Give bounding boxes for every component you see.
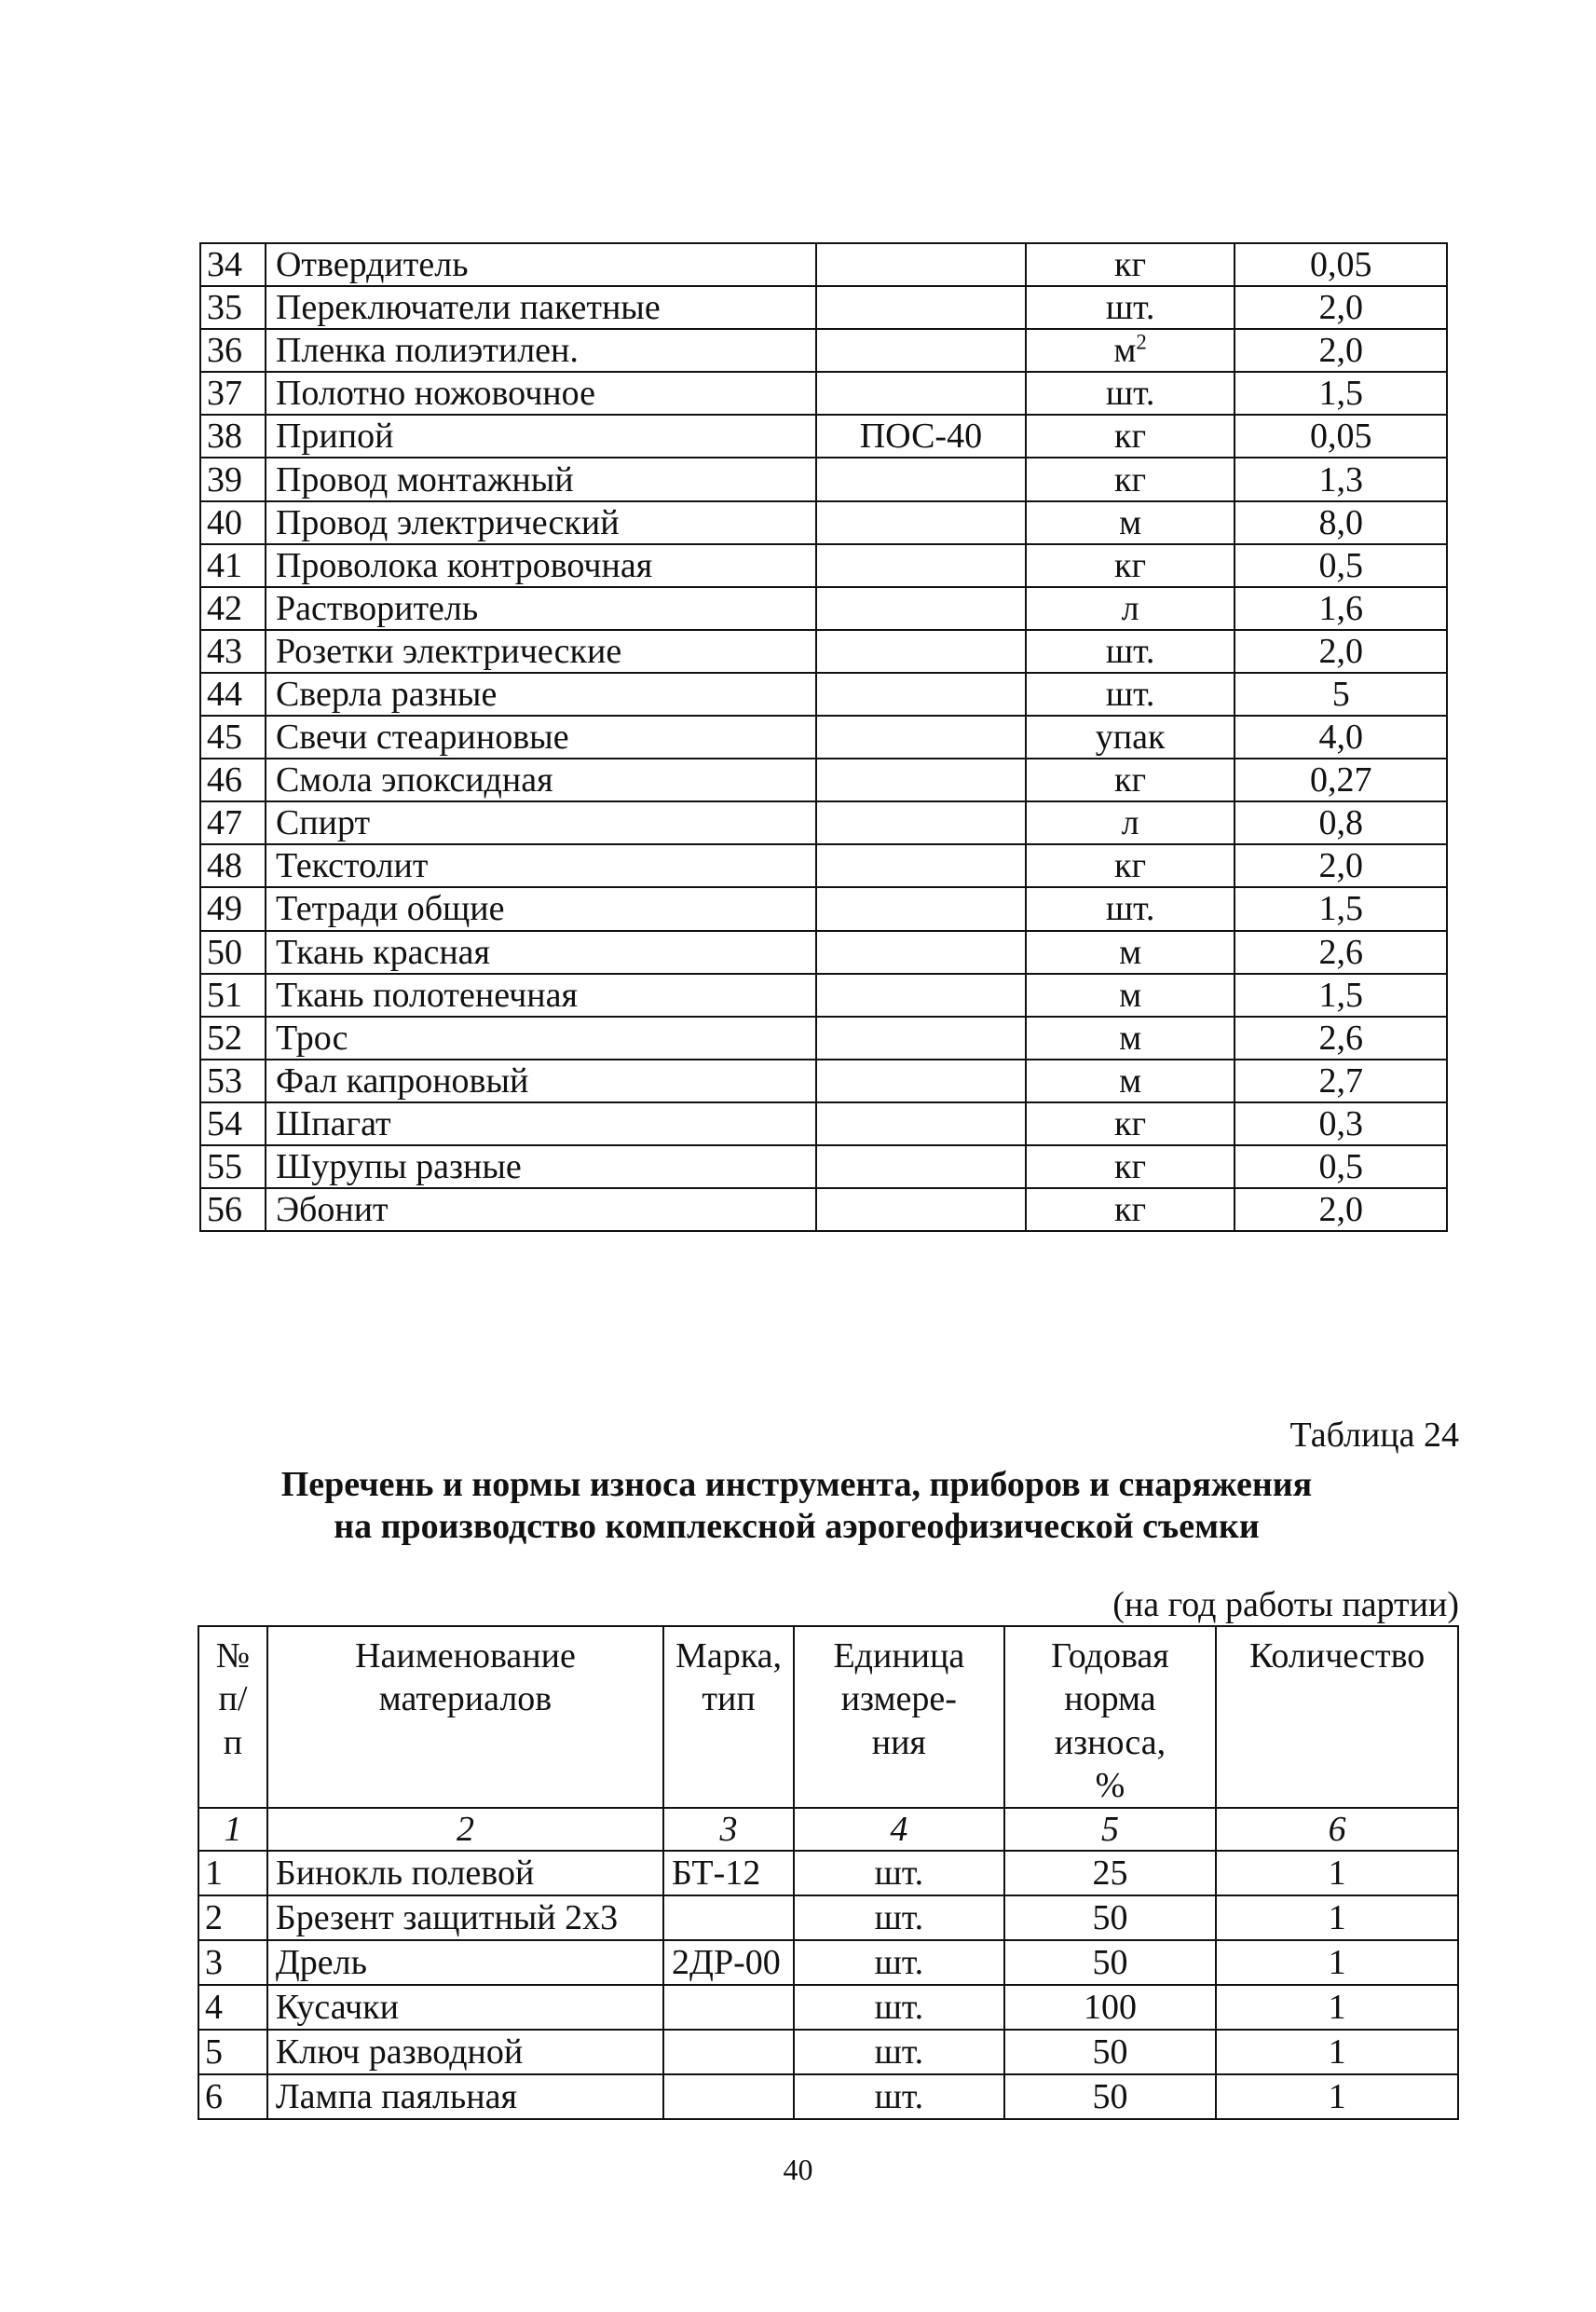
material-brand	[816, 759, 1026, 801]
table-row	[200, 544, 1447, 587]
row-number: 43	[200, 630, 266, 673]
unit-of-measure	[1026, 801, 1235, 844]
material-brand	[816, 329, 1026, 372]
row-number: 42	[200, 587, 266, 630]
material-name: Провод электрический	[266, 501, 816, 544]
unit-of-measure: шт.	[794, 1985, 1004, 2030]
material-name: Проволока контровочная	[266, 544, 816, 587]
unit-text: шт.	[1105, 674, 1155, 714]
material-brand	[816, 1102, 1026, 1145]
unit-text: кг	[1114, 846, 1147, 886]
material-brand: ПОС-40	[816, 415, 1026, 458]
material-brand	[816, 458, 1026, 500]
quantity: 0,05	[1235, 415, 1447, 458]
table-row	[200, 329, 1447, 372]
table-header-row	[198, 1626, 1458, 1808]
quantity: 0,5	[1235, 544, 1447, 587]
material-name: Сверла разные	[266, 673, 816, 716]
unit-text: кг	[1114, 417, 1147, 457]
material-brand	[816, 243, 1026, 286]
table-row	[200, 1145, 1447, 1188]
material-brand	[816, 286, 1026, 329]
column-index: 4	[794, 1808, 1004, 1851]
material-name: Шурупы разные	[266, 1145, 816, 1188]
unit-text: шт.	[1105, 631, 1155, 671]
row-number: 3	[198, 1940, 267, 1985]
unit-text: кг	[1114, 1147, 1147, 1187]
table-row	[200, 716, 1447, 759]
instruments-wear-table	[198, 1625, 1459, 2120]
material-brand	[816, 544, 1026, 587]
unit-text: м	[1119, 932, 1142, 972]
material-name: Припой	[266, 415, 816, 458]
row-number: 41	[200, 544, 266, 587]
unit-of-measure	[1026, 243, 1235, 286]
material-name: Смола эпоксидная	[266, 759, 816, 801]
unit-of-measure	[1026, 587, 1235, 630]
material-name: Ткань полотенечная	[266, 974, 816, 1017]
material-brand	[816, 974, 1026, 1017]
unit-of-measure	[1026, 372, 1235, 415]
unit-text: м	[1119, 1060, 1142, 1101]
quantity: 0,5	[1235, 1145, 1447, 1188]
unit-of-measure	[1026, 544, 1235, 587]
unit-of-measure	[1026, 501, 1235, 544]
unit-text: шт.	[1105, 288, 1155, 328]
quantity: 2,6	[1235, 931, 1447, 974]
quantity: 1,5	[1235, 887, 1447, 930]
quantity: 4,0	[1235, 716, 1447, 759]
annual-wear-norm: 50	[1004, 1940, 1217, 1985]
quantity: 0,05	[1235, 243, 1447, 286]
column-index-row	[198, 1808, 1458, 1851]
table-row	[200, 844, 1447, 887]
table-row	[200, 801, 1447, 844]
row-number: 37	[200, 372, 266, 415]
table-row	[200, 286, 1447, 329]
quantity: 2,0	[1235, 1188, 1447, 1231]
table-title-line-2: на производство комплексной аэрогеофизической съемки	[334, 1507, 1260, 1546]
material-brand	[816, 372, 1026, 415]
table-row	[200, 1102, 1447, 1145]
quantity: 2,7	[1235, 1060, 1447, 1102]
table-row	[200, 974, 1447, 1017]
instrument-brand: БТ-12	[663, 1851, 794, 1895]
unit-of-measure	[1026, 415, 1235, 458]
instrument-name: Кусачки	[267, 1985, 663, 2030]
row-number: 39	[200, 458, 266, 500]
unit-text: шт.	[1105, 889, 1155, 929]
table-row	[200, 587, 1447, 630]
instrument-name: Бинокль полевой	[267, 1851, 663, 1895]
table-row	[200, 1188, 1447, 1231]
unit-of-measure	[1026, 1060, 1235, 1102]
quantity: 2,0	[1235, 329, 1447, 372]
quantity: 0,3	[1235, 1102, 1447, 1145]
material-brand	[816, 931, 1026, 974]
table-row	[200, 931, 1447, 974]
material-name: Отвердитель	[266, 243, 816, 286]
material-name: Полотно ножовочное	[266, 372, 816, 415]
quantity: 1,5	[1235, 974, 1447, 1017]
table-row	[198, 1940, 1458, 1985]
unit-of-measure	[1026, 974, 1235, 1017]
unit-of-measure: шт.	[794, 2030, 1004, 2074]
material-name: Спирт	[266, 801, 816, 844]
table-row	[200, 372, 1447, 415]
quantity: 2,0	[1235, 844, 1447, 887]
header-num: № п/ п	[198, 1626, 267, 1808]
unit-of-measure	[1026, 1017, 1235, 1060]
column-index: 5	[1004, 1808, 1217, 1851]
quantity: 0,8	[1235, 801, 1447, 844]
column-index: 2	[267, 1808, 663, 1851]
material-name: Тетради общие	[266, 887, 816, 930]
annual-wear-norm: 50	[1004, 2074, 1217, 2119]
quantity: 2,0	[1235, 630, 1447, 673]
quantity: 5	[1235, 673, 1447, 716]
unit-of-measure	[1026, 716, 1235, 759]
unit-text: м	[1119, 502, 1142, 542]
unit-of-measure	[1026, 887, 1235, 930]
header-norm: Годовая норма износа, %	[1004, 1626, 1217, 1808]
unit-of-measure: шт.	[794, 1895, 1004, 1940]
materials-table-continuation	[199, 242, 1448, 1232]
material-name: Шпагат	[266, 1102, 816, 1145]
row-number: 35	[200, 286, 266, 329]
unit-of-measure	[1026, 286, 1235, 329]
materials-table-body	[200, 243, 1447, 1231]
table-label: Таблица 24	[1289, 1416, 1459, 1455]
quantity: 1	[1216, 1851, 1458, 1895]
material-brand	[816, 630, 1026, 673]
material-brand	[816, 1188, 1026, 1231]
instrument-brand	[663, 1895, 794, 1940]
material-name: Фал капроновый	[266, 1060, 816, 1102]
material-name: Текстолит	[266, 844, 816, 887]
unit-text: м	[1119, 975, 1142, 1015]
quantity: 1,6	[1235, 587, 1447, 630]
material-name: Эбонит	[266, 1188, 816, 1231]
instrument-brand: 2ДР-00	[663, 1940, 794, 1985]
instrument-brand	[663, 1985, 794, 2030]
material-name: Провод монтажный	[266, 458, 816, 500]
unit-text: кг	[1114, 1103, 1147, 1143]
unit-text: упак	[1095, 718, 1166, 758]
row-number: 48	[200, 844, 266, 887]
material-brand	[816, 501, 1026, 544]
material-brand	[816, 801, 1026, 844]
column-index: 1	[198, 1808, 267, 1851]
row-number: 40	[200, 501, 266, 544]
quantity: 1,5	[1235, 372, 1447, 415]
unit-text: л	[1121, 803, 1139, 843]
annual-wear-norm: 25	[1004, 1851, 1217, 1895]
table-row	[200, 243, 1447, 286]
row-number: 56	[200, 1188, 266, 1231]
quantity: 0,27	[1235, 759, 1447, 801]
row-number: 1	[198, 1851, 267, 1895]
annual-wear-norm: 100	[1004, 1985, 1217, 2030]
annual-wear-norm: 50	[1004, 1895, 1217, 1940]
row-number: 55	[200, 1145, 266, 1188]
row-number: 49	[200, 887, 266, 930]
quantity: 1	[1216, 1985, 1458, 2030]
row-number: 4	[198, 1985, 267, 2030]
material-brand	[816, 716, 1026, 759]
unit-of-measure: шт.	[794, 1940, 1004, 1985]
quantity: 1	[1216, 1940, 1458, 1985]
table-row	[198, 2030, 1458, 2074]
unit-text: кг	[1114, 1190, 1147, 1230]
unit-of-measure	[1026, 844, 1235, 887]
quantity: 1,3	[1235, 458, 1447, 500]
instrument-name: Лампа паяльная	[267, 2074, 663, 2119]
unit-text: л	[1121, 588, 1139, 628]
material-brand	[816, 887, 1026, 930]
column-index: 6	[1216, 1808, 1458, 1851]
page-number: 40	[783, 2153, 813, 2186]
instruments-table-body	[198, 1808, 1458, 2119]
table-row	[200, 501, 1447, 544]
material-name: Пленка полиэтилен.	[266, 329, 816, 372]
material-brand	[816, 1060, 1026, 1102]
unit-of-measure	[1026, 673, 1235, 716]
table-row	[198, 1851, 1458, 1895]
unit-text: кг	[1114, 545, 1147, 585]
table-row	[198, 1895, 1458, 1940]
row-number: 51	[200, 974, 266, 1017]
material-name: Переключатели пакетные	[266, 286, 816, 329]
unit-text: кг	[1114, 760, 1147, 800]
row-number: 6	[198, 2074, 267, 2119]
table-row	[200, 630, 1447, 673]
quantity: 1	[1216, 2030, 1458, 2074]
table-title-line-1: Перечень и нормы износа инструмента, приборов и снаряжения	[280, 1465, 1313, 1504]
unit-of-measure	[1026, 1188, 1235, 1231]
quantity: 8,0	[1235, 501, 1447, 544]
unit-text: кг	[1114, 459, 1147, 499]
table-row	[200, 759, 1447, 801]
unit-of-measure: шт.	[794, 1851, 1004, 1895]
row-number: 2	[198, 1895, 267, 1940]
table-row	[200, 458, 1447, 500]
row-number: 54	[200, 1102, 266, 1145]
quantity: 2,6	[1235, 1017, 1447, 1060]
table-row	[200, 887, 1447, 930]
quantity: 2,0	[1235, 286, 1447, 329]
header-qty: Количество	[1216, 1626, 1458, 1808]
unit-text: м	[1119, 1018, 1142, 1058]
material-brand	[816, 1145, 1026, 1188]
table-row	[200, 673, 1447, 716]
material-name: Розетки электрические	[266, 630, 816, 673]
unit-of-measure	[1026, 1145, 1235, 1188]
unit-text: м	[1113, 331, 1137, 371]
instrument-name: Дрель	[267, 1940, 663, 1985]
quantity: 1	[1216, 2074, 1458, 2119]
instrument-brand	[663, 2030, 794, 2074]
table-row	[200, 1017, 1447, 1060]
unit-text: шт.	[1105, 374, 1155, 414]
row-number: 36	[200, 329, 266, 372]
material-brand	[816, 673, 1026, 716]
table-row	[198, 1985, 1458, 2030]
unit-superscript: 2	[1136, 330, 1147, 354]
header-unit: Единица измере- ния	[794, 1626, 1004, 1808]
row-number: 45	[200, 716, 266, 759]
row-number: 44	[200, 673, 266, 716]
material-brand	[816, 1017, 1026, 1060]
row-number: 52	[200, 1017, 266, 1060]
instrument-name: Ключ разводной	[267, 2030, 663, 2074]
row-number: 50	[200, 931, 266, 974]
table-row	[200, 415, 1447, 458]
table-row	[198, 2074, 1458, 2119]
row-number: 5	[198, 2030, 267, 2074]
row-number: 34	[200, 243, 266, 286]
row-number: 53	[200, 1060, 266, 1102]
row-number: 38	[200, 415, 266, 458]
material-name: Свечи стеариновые	[266, 716, 816, 759]
row-number: 46	[200, 759, 266, 801]
header-brand: Марка, тип	[663, 1626, 794, 1808]
material-name: Растворитель	[266, 587, 816, 630]
instrument-name: Брезент защитный 2х3	[267, 1895, 663, 1940]
unit-text: кг	[1114, 245, 1147, 285]
header-name: Наименование материалов	[267, 1626, 663, 1808]
column-index: 3	[663, 1808, 794, 1851]
material-name: Ткань красная	[266, 931, 816, 974]
material-brand	[816, 844, 1026, 887]
row-number: 47	[200, 801, 266, 844]
unit-of-measure	[1026, 759, 1235, 801]
unit-of-measure	[1026, 1102, 1235, 1145]
quantity: 1	[1216, 1895, 1458, 1940]
material-brand	[816, 587, 1026, 630]
unit-of-measure: шт.	[794, 2074, 1004, 2119]
unit-of-measure	[1026, 458, 1235, 500]
material-name: Трос	[266, 1017, 816, 1060]
annual-wear-norm: 50	[1004, 2030, 1217, 2074]
unit-of-measure	[1026, 630, 1235, 673]
unit-of-measure	[1026, 329, 1235, 372]
period-note: (на год работы партии)	[1112, 1585, 1459, 1624]
unit-of-measure	[1026, 931, 1235, 974]
instrument-brand	[663, 2074, 794, 2119]
table-row	[200, 1060, 1447, 1102]
